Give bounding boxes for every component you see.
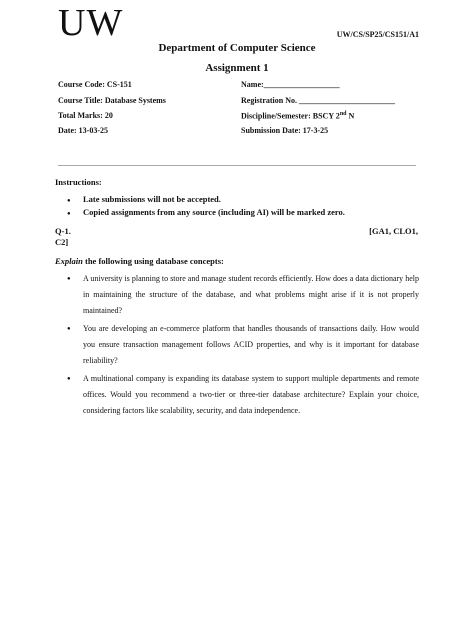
question-tags: [GA1, CLO1,: [369, 226, 418, 236]
instruction-item: ● Copied assignments from any source (including AI) will be marked zero.: [55, 206, 345, 219]
instructions-heading: Instructions:: [55, 177, 102, 187]
total-marks: Total Marks: 20: [58, 111, 113, 120]
question-item: ● A university is planning to store and manage student records efficiently. How does a data dictionary help in maintaining the structure of the database, and what problems might arise if it is not properly maintained?: [55, 271, 419, 319]
instructions-list: [55, 193, 345, 219]
instruction-item: ● Late submissions will not be accepted.: [55, 193, 345, 206]
course-code: Course Code: CS-151: [58, 80, 132, 89]
divider: [58, 165, 416, 166]
prompt-rest: the following using database concepts:: [82, 256, 224, 266]
explain-word: Explain: [55, 256, 83, 266]
student-name-field: Name:___________________: [241, 80, 340, 89]
university-logo-text: UW: [58, 2, 124, 44]
assignment-title: Assignment 1: [205, 62, 269, 74]
issue-date: Date: 13-03-25: [58, 126, 108, 135]
question-number: Q-1.: [55, 226, 71, 236]
registration-field: Registration No. ________________________: [241, 96, 395, 105]
department-title: Department of Computer Science: [158, 42, 316, 54]
discipline-suffix: N: [346, 111, 355, 121]
course-title: Course Title: Database Systems: [58, 96, 166, 105]
question-list: [55, 271, 419, 421]
question-item: ● A multinational company is expanding its database system to support multiple departments and remote offices. Would you recommend a two-tier or three-tier database architecture? Explain your choice, considering factors like scalability, security, and data independence.: [55, 371, 419, 419]
discipline-semester: [241, 111, 354, 121]
submission-date: Submission Date: 17-3-25: [241, 126, 329, 135]
question-prompt: [55, 256, 224, 266]
discipline-text: Discipline/Semester: BSCY 2: [241, 111, 340, 121]
discipline-superscript: nd: [339, 111, 347, 117]
document-code: UW/CS/SP25/CS151/A1: [336, 30, 419, 39]
question-tags-continued: C2]: [55, 237, 69, 247]
question-item: ● You are developing an e-commerce platform that handles thousands of transactions daily. How would you ensure transaction management follows ACID properties, and why is it important for database reliability?: [55, 321, 419, 369]
